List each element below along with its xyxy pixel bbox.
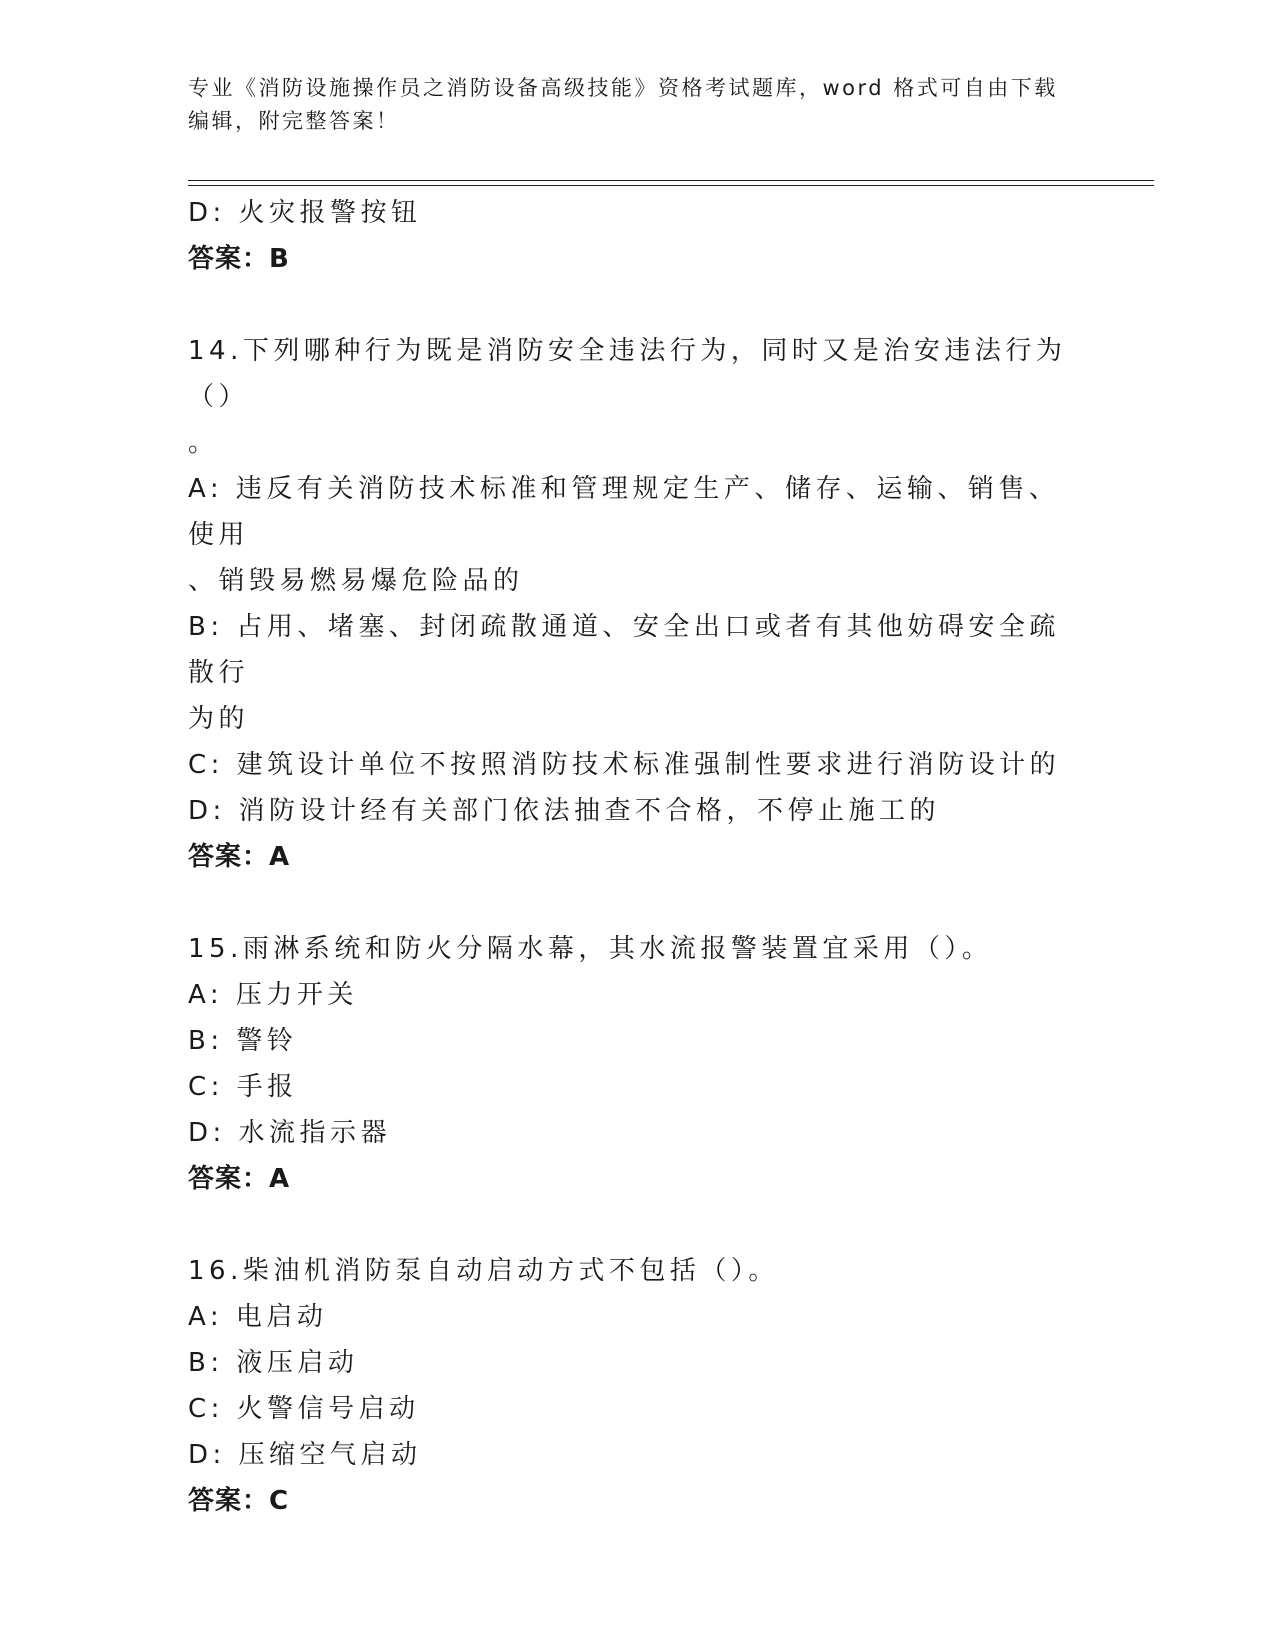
option-b: B: 液压启动 — [188, 1348, 359, 1378]
option-d: D: 水流指示器 — [188, 1118, 392, 1148]
document-header: 专业《消防设施操作员之消防设备高级技能》资格考试题库，word 格式可自由下载编辑，附完整答案！ — [188, 76, 1058, 133]
option-a: A: 违反有关消防技术标准和管理规定生产、储存、运输、销售、使用 — [188, 474, 1060, 550]
question-stem: 16.柴油机消防泵自动启动方式不包括（）。 — [188, 1256, 779, 1286]
option-d: D: 火灾报警按钮 — [188, 198, 422, 228]
answer: 答案：A — [188, 1164, 291, 1194]
option-b: B: 占用、堵塞、封闭疏散通道、安全出口或者有其他妨碍安全疏散行 — [188, 612, 1060, 688]
spacer — [188, 880, 1088, 926]
option-b-continued: 为的 — [188, 704, 250, 734]
answer: 答案：A — [188, 842, 291, 872]
spacer — [188, 1202, 1088, 1248]
question-stem: 14.下列哪种行为既是消防安全违法行为，同时又是治安违法行为（） — [188, 336, 1067, 412]
answer: 答案：C — [188, 1486, 290, 1516]
option-a-continued: 、销毁易燃易爆危险品的 — [188, 566, 524, 596]
option-d: D: 消防设计经有关部门依法抽查不合格，不停止施工的 — [188, 796, 941, 826]
option-a: A: 电启动 — [188, 1302, 328, 1332]
question-16 — [188, 1248, 1088, 1524]
option-c: C: 建筑设计单位不按照消防技术标准强制性要求进行消防设计的 — [188, 750, 1061, 780]
previous-question-tail — [188, 190, 1088, 282]
question-stem-continued: 。 — [188, 428, 219, 458]
spacer — [188, 282, 1088, 328]
option-c: C: 手报 — [188, 1072, 298, 1102]
question-15 — [188, 926, 1088, 1202]
option-a: A: 压力开关 — [188, 980, 358, 1010]
option-d: D: 压缩空气启动 — [188, 1440, 422, 1470]
question-14 — [188, 328, 1088, 880]
question-stem: 15.雨淋系统和防火分隔水幕，其水流报警装置宜采用（）。 — [188, 934, 993, 964]
option-b: B: 警铃 — [188, 1026, 298, 1056]
answer: 答案：B — [188, 244, 290, 274]
header-divider — [188, 180, 1154, 186]
question-content — [188, 190, 1088, 1524]
option-c: C: 火警信号启动 — [188, 1394, 420, 1424]
